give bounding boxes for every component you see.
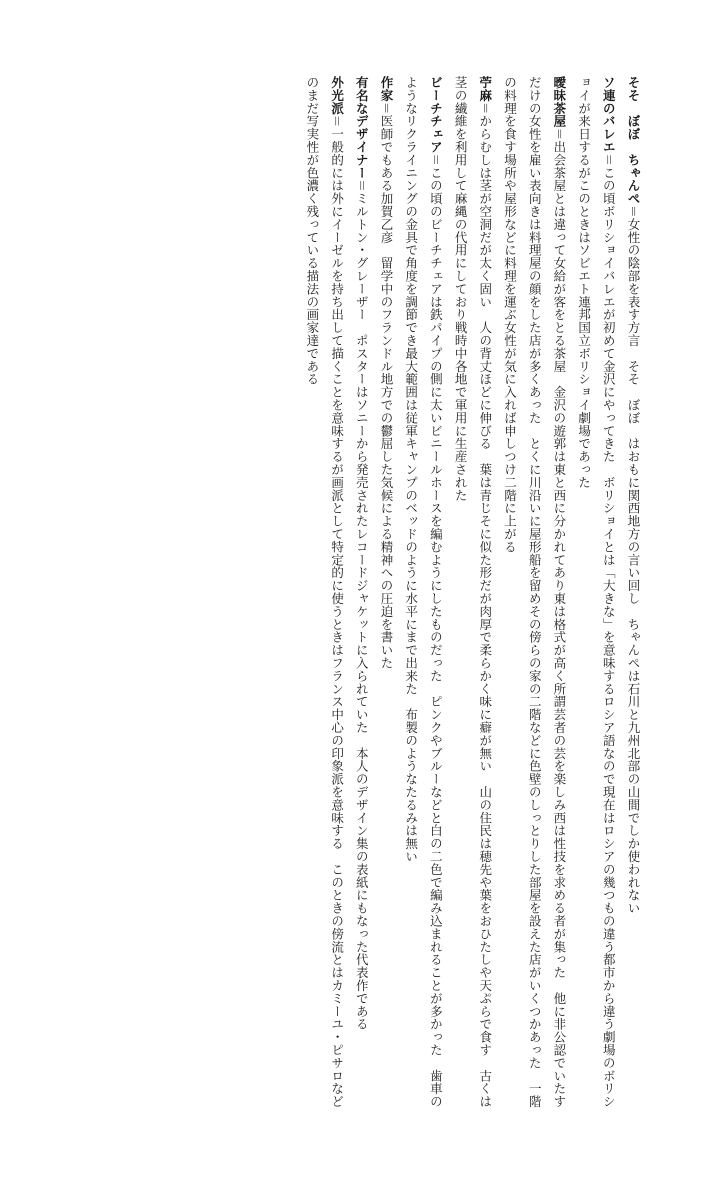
glossary-definition: ＝からむしは茎が空洞だが太く固い 人の背丈ほどに伸びる 葉は青じそに似た形だが肉厚で柔らかく味に癖が無い 山の住民は穂先や葉をおひたしや天ぷらで食す 古くは茎の繊維を利用して麻縄の代用にしており戦時中各地で軍用に生産された: [453, 76, 493, 1109]
glossary-term: 曖昧茶屋: [551, 76, 567, 128]
glossary-definition: ＝一般的には外にイーゼルを持ち出して描くことを意味するが画派として特定的に使うときはフランス中心の印象派を意味する このときの傍流とはカミーユ・ピサロなどのまだ写実性が色濃く残っている描法の画家達である: [304, 76, 345, 1109]
glossary-definition: ＝出会茶屋とは違って女給が客をとる茶屋 金沢の遊郭は東と西に分かれてあり東は格式が高く所謂芸者の芸を楽しみ西は性技を求める者が集った 他に非公認でいたすだけの女性を雇い表向きは料理屋の顔をした店が多くあった とくに川沿いに屋形船を留めその傍らの家の二階などに色壁のしっとりした部屋を設えた店がいくつかあった 一階の料理を食す場所や屋形などに料理を運ぶ女性が気に入れば申しつけ二階に上がる: [502, 76, 567, 1109]
glossary-term: 作家: [378, 76, 394, 102]
glossary-term: そそ ぼぼ ちゃんぺ: [626, 76, 641, 205]
glossary-entry-karamushi: [447, 76, 496, 1116]
glossary-term: 苧麻: [477, 76, 493, 102]
glossary-entry-plein-air: [299, 76, 348, 1116]
glossary-entry-famous-designer: [349, 76, 374, 1116]
glossary-entry-soso-bobo-chanpe: [620, 76, 645, 1116]
glossary-term: ビーチチェア: [428, 76, 444, 154]
glossary-term: 有名なデザイナー: [354, 76, 370, 180]
glossary-entry-soviet-ballet: [571, 76, 620, 1116]
glossary-definition: ＝この頃のビーチチェアは鉄パイプの側に太いビニールホースを編むようにしたものだった ピンクやブルーなどと白の二色で編み込まれることが多かった 歯車のようなリクライニングの金具で角度を調節でき最大範囲は従軍キャンプのベッドのように水平にまで出来た 布製のようなたるみは無い: [403, 76, 444, 1109]
glossary-entry-beach-chair: [398, 76, 447, 1116]
glossary-notes: [250, 76, 645, 1116]
glossary-definition: ＝医師でもある加賀乙彦 留学中のフランドル地方での鬱屈した気候による精神への圧迫を書いた: [378, 101, 394, 670]
glossary-definition: ＝ミルトン・グレーザー ポスターはソニーから発売されたレコードジャケットに入られていた 本人のデザイン集の表紙にもなった代表作である: [354, 179, 370, 1031]
glossary-term: ソ連のバレエ: [601, 76, 617, 154]
glossary-definition: ＝この頃ボリショイバレエが初めて金沢にやってきた ボリショイとは「大きな」を意味するロシア語なので現在はロシアの幾つもの違う都市から違う劇場のボリショイが来日するがこのときはソビエト連邦国立ボリショイ劇場であった: [576, 76, 617, 1109]
glossary-definition: ＝女性の陰部を表す方言 そそ ぼぼ はおもに関西地方の言い回し ちゃんぺは石川と九州北部の山間でしか使われない: [626, 205, 641, 915]
glossary-entry-author: [373, 76, 398, 1116]
glossary-entry-aimai-chaya: [497, 76, 571, 1116]
glossary-term: 外光派: [329, 76, 345, 115]
